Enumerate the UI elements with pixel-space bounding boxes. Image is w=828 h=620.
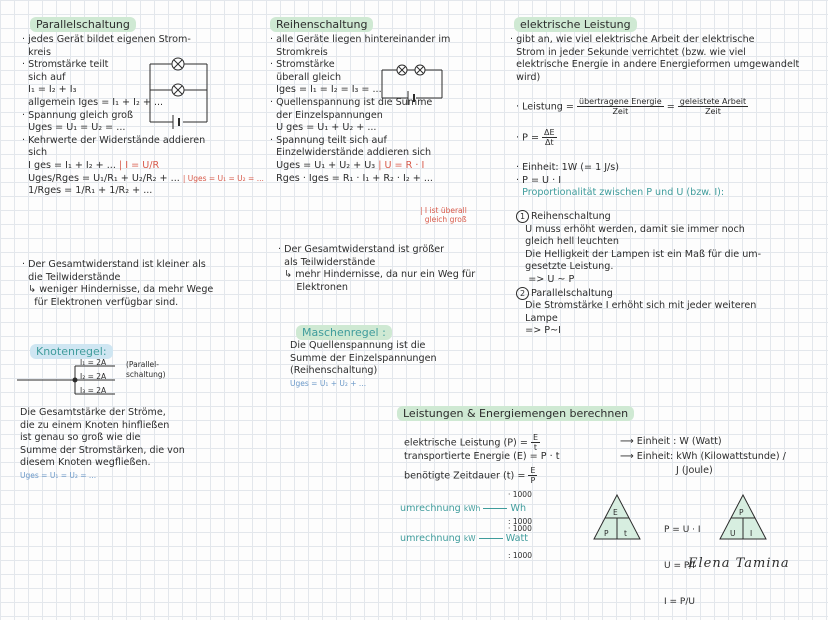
knoten-line: Die Gesamtstärke der Ströme, — [20, 407, 166, 418]
current-label: I₁ = 2A — [80, 358, 107, 367]
prop-line: U muss erhöht werden, damit sie immer noch — [525, 223, 745, 235]
parallel-line: · Kehrwerte der Widerstände addieren — [22, 134, 206, 146]
prop-line: gesetzte Leistung. — [525, 261, 614, 273]
unit-power: ⟶ Einheit : W (Watt) — [620, 436, 722, 447]
formula-energy: transportierte Energie (E) = P · t — [404, 451, 560, 462]
triangle-label: P — [739, 508, 744, 517]
maschen-line: Summe der Einzelspannungen — [290, 352, 437, 364]
reihen-notes — [270, 34, 500, 185]
parallel-line: I ges = I₁ + I₂ + ... | I = U/R — [28, 159, 160, 171]
conversion-kw-factor-bottom: : 1000 — [508, 551, 532, 560]
prop-heading: Proportionalität zwischen P und U (bzw. I): — [522, 187, 725, 199]
reihen-proportional — [516, 210, 821, 338]
reihen-line: der Einzelspannungen — [276, 109, 383, 121]
power-triangle — [718, 493, 768, 541]
conversion-kwh-factor-top: · 1000 — [508, 490, 532, 499]
triangle-label: t — [624, 529, 627, 538]
conversion-kw: umrechnung kW Watt — [400, 533, 528, 544]
prop-line: 2 Parallelschaltung — [516, 287, 821, 301]
fraction: $\frac{\Delta E}{\Delta t}$ — [544, 128, 555, 147]
maschen-line: Uges = U₁ + U₂ + ... — [290, 378, 367, 388]
knotenregel-text — [20, 407, 250, 483]
maschenregel-text — [290, 340, 490, 390]
reihen-line: · Spannung teilt sich auf — [270, 134, 387, 146]
knotenregel-title: Knotenregel: — [30, 340, 113, 359]
parallel-line: Uges/Rges = U₁/R₁ + U₂/R₂ + ... | Uges = U₁ = U₂ = ... — [28, 172, 264, 184]
current-label: I₃ = 2A — [80, 386, 107, 395]
parallel-summary-line: ↳ weniger Hindernisse, da mehr Wege — [28, 284, 214, 296]
triangle-label: U — [730, 529, 736, 538]
parallel-line: 1/Rges = 1/R₁ + 1/R₂ + ... — [28, 185, 153, 197]
knoten-line: Uges = U₁ = U₂ = ... — [20, 470, 97, 480]
formula-power: elektrische Leistung (P) = $\frac{E}{t}$ — [404, 433, 538, 452]
series-circuit-diagram — [378, 60, 446, 106]
prop-line: => P~I — [525, 325, 561, 337]
reihen-summary-line: ↳ mehr Hindernisse, da nur ein Weg für — [284, 269, 476, 281]
formula-time: benötigte Zeitdauer (t) = $\frac{E}{P}$ — [404, 466, 536, 485]
fraction: geleistete Arbeit Zeit — [679, 97, 747, 116]
reihen-line: · Stromstärke — [270, 59, 335, 71]
prop-line: Lampe — [525, 312, 558, 324]
maschen-line: Die Quellenspannung ist die — [290, 340, 426, 351]
node-currents — [80, 356, 106, 398]
parallel-line: · Spannung gleich groß — [22, 109, 134, 121]
parallel-line: · Stromstärke teilt — [22, 59, 109, 71]
parallel-line: Uges = U₁ = U₂ = ... — [28, 122, 126, 134]
pui-line: I = P/U — [664, 597, 695, 607]
leistung-line: elektrische Energie in andere Energieformen umgewandelt — [516, 59, 800, 71]
leistung-line: Strom in jeder Sekunde verrichtet (bzw. wie viel — [516, 46, 746, 58]
parallel-line: · jedes Gerät bildet eigenen Strom- — [22, 34, 191, 45]
arrow-icon — [483, 508, 507, 509]
prop-line: gleich hell leuchten — [525, 236, 619, 248]
current-label: I₂ = 2A — [80, 372, 107, 381]
reihen-line: · alle Geräte liegen hintereinander im — [270, 34, 451, 45]
prop-line: Die Stromstärke I erhöht sich mit jeder weiteren — [525, 300, 757, 312]
reihen-summary-line: als Teilwiderstände — [284, 256, 376, 268]
node-diagram — [15, 356, 125, 404]
parallel-summary-line: · Der Gesamtwiderstand ist kleiner als — [22, 259, 206, 270]
prop-line: 1 Reihenschaltung — [516, 210, 821, 224]
conversion-kwh: umrechnung kWh Wh — [400, 503, 527, 514]
pui-line: P = U · I — [664, 525, 701, 535]
reihen-line: Einzelwiderstände addieren sich — [276, 147, 432, 159]
parallel-line: allgemein Iges = I₁ + I₂ + ... — [28, 96, 164, 108]
knoten-line: die zu einem Knoten hinfließen — [20, 419, 170, 431]
node-note: (Parallel- schaltung) — [126, 360, 166, 379]
fraction: $\frac{E}{P}$ — [530, 466, 536, 485]
reihen-line: Stromkreis — [276, 46, 328, 58]
reihen-line: · Quellenspannung ist die Summe — [270, 96, 433, 108]
knoten-line: ist genau so groß wie die — [20, 432, 141, 444]
fraction: $\frac{E}{t}$ — [532, 433, 538, 452]
triangle-label: E — [613, 508, 618, 517]
parallel-summary-line: die Teilwiderstände — [28, 271, 121, 283]
berechnen-title: Leistungen & Energiemengen berechnen — [397, 402, 634, 421]
maschen-line: (Reihenschaltung) — [290, 365, 378, 377]
leistung-units — [516, 162, 816, 200]
p-delta-formula: · P = $\frac{\Delta E}{\Delta t}$ — [516, 128, 555, 147]
leistung-title: elektrische Leistung — [514, 13, 637, 32]
parallel-summary — [22, 259, 252, 309]
triangle-label: P — [604, 529, 609, 538]
unit-line: · P = U · I — [516, 174, 562, 186]
parallel-line: I₁ = I₂ + I₃ — [28, 84, 77, 96]
leistung-line: wird) — [516, 71, 541, 83]
signature: Elena Tamina — [688, 556, 790, 571]
knoten-line: diesem Knoten wegfließen. — [20, 457, 151, 469]
arrow-icon — [479, 538, 503, 539]
parallel-line: sich auf — [28, 71, 66, 83]
energy-triangle — [592, 493, 642, 541]
reihen-line: Uges = U₁ + U₂ + U₃ | U = R · I — [276, 159, 425, 171]
parallel-title: Parallelschaltung — [30, 13, 136, 32]
parallel-line: kreis — [28, 46, 51, 58]
prop-line: Die Helligkeit der Lampen ist ein Maß für die um- — [525, 248, 762, 260]
triangle-label: I — [750, 529, 753, 538]
prop-line: => U ~ P — [528, 273, 575, 285]
reihen-line: Iges = I₁ = I₂ = I₃ = ... — [276, 84, 382, 96]
reihen-line: Rges · Iges = R₁ · I₁ + R₂ · I₂ + ... — [276, 172, 433, 184]
reihen-line: überall gleich — [276, 71, 342, 83]
unit-energy: ⟶ Einheit: kWh (Kilowattstunde) / — [620, 451, 786, 462]
reihen-line: U ges = U₁ + U₂ + ... — [276, 122, 377, 134]
maschenregel-title: Maschenregel : — [296, 321, 392, 340]
unit-energy-joule: J (Joule) — [676, 465, 713, 476]
parallel-notes — [22, 34, 264, 198]
leistung-definition — [510, 34, 815, 84]
parallel-line: sich — [28, 147, 48, 159]
reihen-note: | I ist überall gleich groß — [420, 206, 467, 224]
reihen-summary-line: · Der Gesamtwiderstand ist größer — [278, 244, 445, 255]
conversion-kwh-factor-bottom: : 1000 — [508, 517, 532, 526]
fraction: übertragene Energie Zeit — [579, 97, 662, 116]
leistung-formula: · Leistung = übertragene Energie Zeit = geleistete Arbeit Zeit — [516, 97, 747, 116]
reihen-title: Reihenschaltung — [270, 13, 373, 32]
parallel-summary-line: für Elektronen verfügbar sind. — [34, 296, 179, 308]
pui-line: U = P/I — [664, 561, 695, 571]
unit-line: · Einheit: 1W (= 1 J/s) — [516, 162, 620, 173]
leistung-line: · gibt an, wie viel elektrische Arbeit der elektrische — [510, 34, 755, 45]
parallel-circuit-diagram — [145, 52, 215, 132]
knoten-line: Summe der Stromstärken, die von — [20, 444, 185, 456]
reihen-summary — [278, 244, 518, 294]
reihen-summary-line: Elektronen — [296, 281, 348, 293]
conversion-kw-factor-top: · 1000 — [508, 524, 532, 533]
